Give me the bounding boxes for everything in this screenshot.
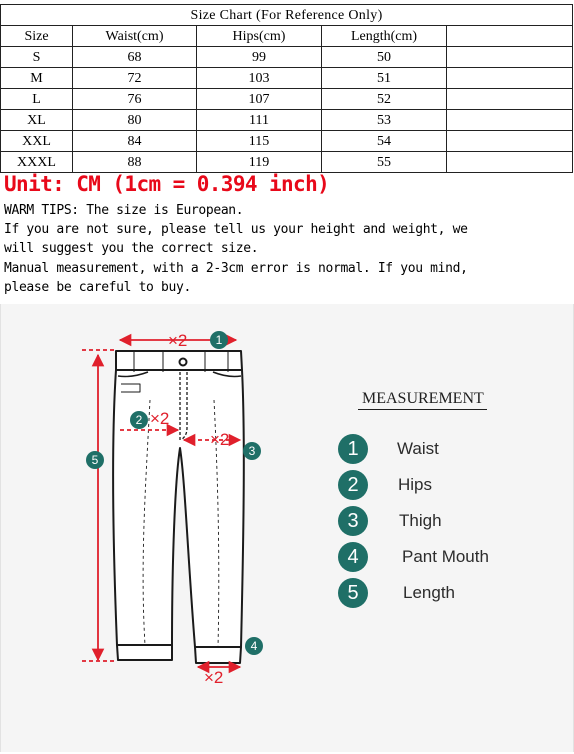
cell-size: M xyxy=(1,68,73,89)
marker-2-label: 2 xyxy=(135,413,143,427)
marker-3-label: 3 xyxy=(248,444,256,458)
marker-4-label: 4 xyxy=(250,639,258,653)
cell-waist: 80 xyxy=(73,110,197,131)
pants-legs xyxy=(113,370,244,647)
legend-label: Length xyxy=(403,583,455,602)
number-2-icon: 2 xyxy=(338,470,368,500)
cell-waist: 76 xyxy=(73,89,197,110)
number-5-icon: 5 xyxy=(338,578,368,608)
number-3-icon: 3 xyxy=(338,506,368,536)
legend-item-hips xyxy=(338,470,538,500)
legend-title: MEASUREMENT xyxy=(358,390,487,410)
header-size: Size xyxy=(1,26,73,47)
cell-size: L xyxy=(1,89,73,110)
pants-illustration xyxy=(113,351,244,663)
legend-label: Pant Mouth xyxy=(402,547,489,566)
cell-hips: 99 xyxy=(197,47,322,68)
legend-item-waist xyxy=(338,434,538,464)
cell-length: 52 xyxy=(322,89,447,110)
number-1-icon: 1 xyxy=(338,434,368,464)
cell-length: 54 xyxy=(322,131,447,152)
cell-length: 55 xyxy=(322,152,447,173)
cell-size: XXXL xyxy=(1,152,73,173)
pant-mouth-multiplier: ×2 xyxy=(204,668,224,687)
unit-note: Unit: CM (1cm = 0.394 inch) xyxy=(4,172,330,196)
header-hips: Hips(cm) xyxy=(197,26,322,47)
tip-line: Manual measurement, with a 2-3cm error is normal. If you mind, xyxy=(4,260,468,276)
tip-line: please be careful to buy. xyxy=(4,279,191,295)
marker-5-label: 5 xyxy=(91,453,99,467)
cell-size: XXL xyxy=(1,131,73,152)
legend-label: Waist xyxy=(397,439,439,458)
cell-hips: 115 xyxy=(197,131,322,152)
pants-button xyxy=(180,359,187,366)
cell-length: 53 xyxy=(322,110,447,131)
tip-line: WARM TIPS: The size is European. xyxy=(4,203,244,218)
cell-waist: 84 xyxy=(73,131,197,152)
number-4-icon: 4 xyxy=(338,542,368,572)
cell-hips: 107 xyxy=(197,89,322,110)
cell-size: XL xyxy=(1,110,73,131)
tip-line: will suggest you the correct size. xyxy=(4,241,259,257)
cell-waist: 88 xyxy=(73,152,197,173)
cell-length: 50 xyxy=(322,47,447,68)
cell-hips: 103 xyxy=(197,68,322,89)
hips-multiplier: ×2 xyxy=(150,409,170,428)
header-waist: Waist(cm) xyxy=(73,26,197,47)
cell-waist: 68 xyxy=(73,47,197,68)
cell-size: S xyxy=(1,47,73,68)
tip-line: If you are not sure, please tell us your height and weight, we xyxy=(4,222,468,238)
pants-right-cuff xyxy=(195,647,241,663)
cell-waist: 72 xyxy=(73,68,197,89)
legend-label: Thigh xyxy=(399,511,442,530)
legend-item-thigh xyxy=(338,506,538,536)
legend-label: Hips xyxy=(398,475,433,494)
table-caption: Size Chart (For Reference Only) xyxy=(1,5,573,26)
header-length: Length(cm) xyxy=(322,26,447,47)
waist-multiplier: ×2 xyxy=(168,331,188,350)
cell-length: 51 xyxy=(322,68,447,89)
cell-hips: 119 xyxy=(197,152,322,173)
pants-left-cuff xyxy=(117,645,172,660)
cell-hips: 111 xyxy=(197,110,322,131)
legend-item-pant-mouth xyxy=(338,542,538,572)
thigh-multiplier: ×2 xyxy=(210,430,230,449)
marker-1-label: 1 xyxy=(215,333,223,347)
legend-item-length xyxy=(338,578,538,608)
